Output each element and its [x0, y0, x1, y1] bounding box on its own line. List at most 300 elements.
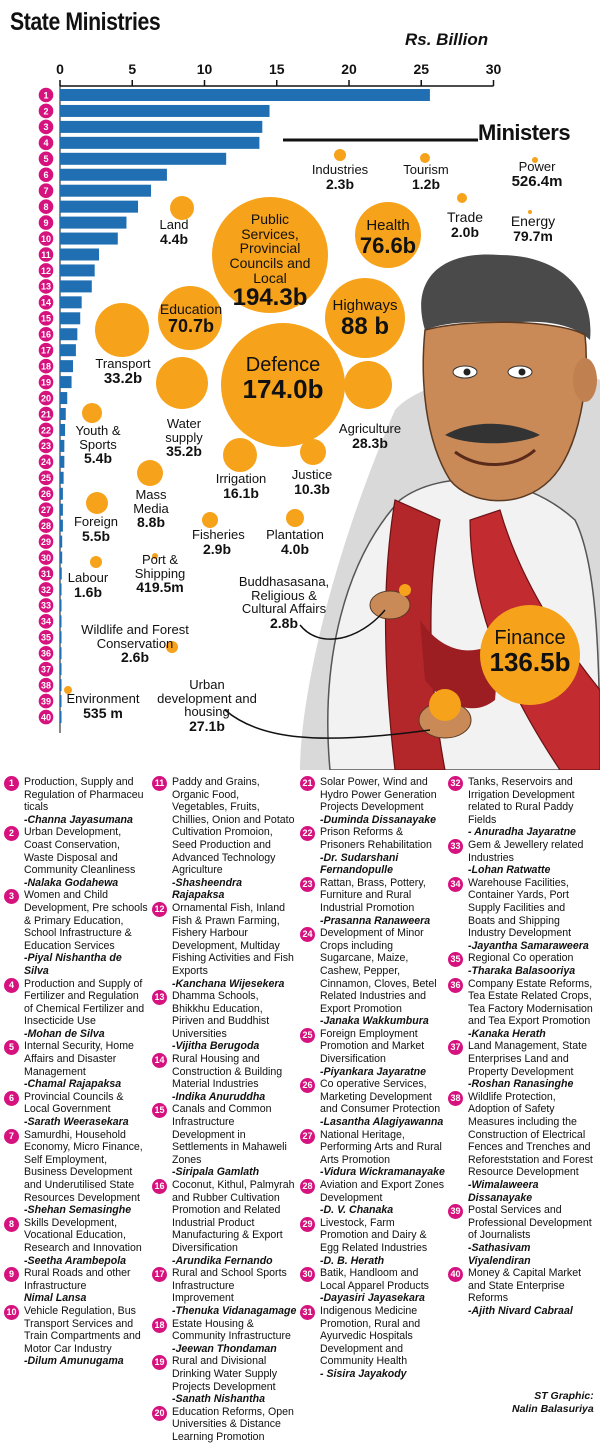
ministry-name: Rural Housing and Construction & Building Material Industries	[172, 1053, 283, 1091]
bar	[60, 568, 62, 580]
category-label: 17	[40, 345, 52, 356]
legend-number-badge: 38	[448, 1091, 463, 1106]
minister-name: -Seetha Arambepola	[24, 1254, 127, 1267]
minister-name: -Dr. Sudarshani Fernandopulle	[320, 851, 399, 877]
legend-item	[300, 1305, 445, 1381]
x-tick-label-5: 5	[128, 61, 137, 77]
bar	[60, 663, 62, 675]
bubble-name: Finance	[494, 627, 566, 649]
ministry-name: Development of Minor Crops including Sugarcane, Maize, Cashew, Pepper, Cinnamon, Cloves, Betel Related Industries and Export Promotion	[320, 927, 437, 1015]
legend-number-badge: 4	[4, 978, 19, 993]
category-label: 11	[41, 249, 51, 260]
ministry-name: Production, Supply and Regulation of Pharmaceu ticals	[24, 776, 144, 814]
ministry-name: Ornamental Fish, Inland Fish & Prawn Farming, Fishery Harbour Development, Multiday Fishing Activities and Fish Exports	[172, 901, 294, 977]
bar	[60, 488, 63, 500]
category-label: 33	[40, 600, 52, 611]
legend-item	[4, 1040, 149, 1090]
category-label: 21	[40, 409, 52, 420]
legend-number-badge: 8	[4, 1217, 19, 1232]
bubble-label	[211, 472, 271, 500]
category-label: 3	[43, 122, 49, 133]
bar	[60, 536, 62, 548]
minister-name: -D. B. Herath	[320, 1254, 385, 1267]
bubble-name: Urban development and housing	[157, 677, 257, 720]
minister-name: -Shehan Semasinghe	[24, 1204, 132, 1217]
bubble-circle	[137, 460, 163, 486]
legend-item	[152, 1103, 297, 1179]
legend-item	[300, 877, 445, 927]
category-label: 27	[40, 505, 52, 515]
legend-column-2	[152, 776, 297, 1443]
bubble-value: 28.3b	[352, 434, 388, 451]
bubble-label	[480, 628, 580, 676]
minister-name: -Duminda Dissanayake	[320, 813, 436, 826]
unit-label: Rs. Billion	[405, 30, 489, 49]
minister-name: -Siripala Gamlath	[172, 1166, 260, 1179]
legend-item	[4, 978, 149, 1041]
minister-name: -Jeewan Thondaman	[172, 1342, 277, 1355]
bubble-name: Highways	[332, 297, 398, 314]
legend-item	[4, 1129, 149, 1217]
minister-name: -Janaka Wakkumbura	[320, 1015, 429, 1028]
bar	[60, 264, 95, 276]
bubble-label	[152, 218, 196, 246]
bar	[60, 376, 72, 388]
ministry-name: Money & Capital Market and State Enterprise Reforms	[468, 1267, 582, 1305]
minister-name: -D. V. Chanaka	[320, 1204, 394, 1217]
minister-name: -Kanaka Herath	[468, 1027, 546, 1040]
category-label: 34	[40, 616, 52, 627]
legend-number-badge: 30	[300, 1267, 315, 1282]
legend-item	[4, 1217, 149, 1267]
graphic-credit	[512, 1390, 594, 1416]
legend-item	[300, 1179, 445, 1217]
minister-name: -Piyal Nishantha de Silva	[24, 952, 122, 977]
minister-name: -Thenuka Vidanagamage	[172, 1304, 297, 1317]
bubble-value: 526.4m	[511, 172, 563, 190]
legend-item	[152, 1318, 297, 1356]
legend-item	[448, 877, 593, 953]
legend-item	[448, 1040, 593, 1090]
bubble-value: 27.1b	[189, 717, 225, 734]
category-label: 25	[40, 473, 52, 484]
bubble-value: 70.7b	[167, 315, 215, 336]
legend-item	[448, 776, 593, 839]
x-tick-label-10: 10	[196, 61, 213, 77]
bar	[60, 201, 138, 213]
legend-number-badge: 2	[4, 826, 19, 841]
ministry-name: Livestock, Farm Promotion and Dairy & Egg Related Industries	[320, 1216, 428, 1254]
bubble-name: Labour	[67, 570, 109, 585]
bubble-value: 4.0b	[280, 540, 309, 557]
minister-name: -Shasheendra Rajapaksa	[172, 876, 243, 902]
ministry-name: National Heritage, Performing Arts and Rural Arts Promotion	[320, 1128, 442, 1166]
minister-name: -Jayantha Samaraweera	[468, 939, 589, 952]
ministry-name: Batik, Handloom and Local Apparel Products	[320, 1267, 429, 1292]
bar	[60, 583, 62, 595]
x-tick-label-30: 30	[485, 61, 502, 77]
bubble-label	[88, 357, 158, 386]
bubble-label	[75, 623, 195, 665]
minister-name: -Nalaka Godahewa	[24, 876, 119, 889]
ministry-name: Land Management, State Enterprises Land and Property Development	[468, 1040, 587, 1078]
bubble-label	[192, 527, 245, 557]
legend-number-badge: 24	[300, 927, 315, 942]
minister-name: -Tharaka Balasooriya	[468, 964, 576, 977]
category-label: 1	[43, 90, 49, 101]
category-label: 7	[43, 186, 49, 196]
bar	[60, 249, 99, 261]
bar	[60, 679, 62, 691]
bubble-value: 1.6b	[73, 583, 102, 600]
ministry-name: Rural Roads and other Infrastructure	[24, 1267, 131, 1292]
bubble-circle	[399, 584, 411, 596]
state-ministries-legend	[0, 776, 600, 1443]
bubble-value: 5.5b	[81, 527, 110, 544]
legend-item	[4, 1305, 149, 1368]
legend-item	[152, 990, 297, 1053]
bubble-circle	[344, 361, 392, 409]
minister-name: -Vijitha Berugoda	[172, 1040, 260, 1053]
ministry-name: Company Estate Reforms, Tea Estate Related Crops, Tea Factory Modernisation and Tea Export Promotion	[468, 977, 593, 1028]
bar	[60, 631, 62, 643]
bubble-value: 88 b	[340, 312, 390, 340]
ministers-heading: Ministers	[478, 120, 571, 145]
category-label: 30	[40, 552, 52, 563]
bubble-value: 136.5b	[489, 647, 571, 677]
legend-item	[448, 1204, 593, 1267]
ministry-name: Rural and School Sports Infrastructure Improvement	[172, 1267, 287, 1305]
bubble-value: 2.9b	[202, 540, 231, 557]
minister-name: -Indika Anuruddha	[172, 1090, 266, 1103]
bar	[60, 121, 262, 133]
bar	[60, 280, 92, 292]
bubble-value: 10.3b	[294, 480, 330, 497]
bubble-label	[505, 214, 561, 243]
bubble-label	[232, 575, 336, 631]
minister-name: -Vidura Wickramanayake	[320, 1166, 445, 1179]
ministry-name: Urban Development, Coast Conservation, Waste Disposal and Community Cleanliness	[24, 826, 136, 877]
legend-item	[152, 776, 297, 902]
category-label: 2	[43, 106, 49, 117]
bubble-value: 535 m	[83, 704, 123, 721]
bubble-circle	[95, 303, 149, 357]
category-label: 14	[40, 297, 52, 308]
bar	[60, 328, 77, 340]
credit-line-2: Nalin Balasuriya	[512, 1403, 594, 1415]
bubble-value: 2.8b	[269, 614, 298, 631]
category-label: 28	[40, 520, 52, 531]
bar	[60, 185, 151, 197]
bubble-value: 5.4b	[83, 450, 112, 467]
bubble-label	[157, 417, 211, 459]
legend-number-badge: 31	[300, 1305, 315, 1320]
category-label: 40	[40, 712, 52, 723]
bubble-circle	[90, 556, 102, 568]
minister-name: -Mohan de Silva	[24, 1027, 105, 1040]
bar	[60, 105, 270, 117]
legend-item	[4, 1091, 149, 1129]
bar	[60, 217, 126, 229]
legend-item	[300, 1028, 445, 1078]
bubble-label	[398, 163, 454, 191]
chart-title: State Ministries	[10, 8, 161, 36]
bubble-circle	[223, 438, 257, 472]
legend-number-badge: 5	[4, 1040, 19, 1055]
minister-name: -Lohan Ratwatte	[468, 864, 551, 877]
bubble-name: Education	[159, 301, 223, 317]
ministry-name: Wildlife Protection, Adoption of Safety Measures including the Construction of Electrical Fences and Trenches and Reforeststation and Forest Resource Development	[468, 1090, 593, 1179]
x-tick-label-0: 0	[56, 61, 64, 77]
bubble-value: 419.5m	[136, 579, 184, 596]
bar	[60, 408, 66, 420]
category-label: 9	[43, 217, 49, 228]
bubble-label	[72, 515, 120, 543]
legend-number-badge: 25	[300, 1028, 315, 1043]
bubble-label	[156, 302, 226, 336]
bubble-name: Buddhasasana, Religious & Cultural Affairs	[238, 574, 330, 617]
legend-item	[448, 839, 593, 877]
legend-item	[448, 1267, 593, 1317]
minister-name: -Dilum Amunugama	[24, 1355, 124, 1368]
legend-number-badge: 40	[448, 1267, 463, 1282]
bubble-value: 2.3b	[325, 175, 354, 192]
bar	[60, 647, 62, 659]
ministry-name: Warehouse Facilities, Container Yards, Port Supply Facilities and Boats and Shipping Industry Development	[468, 876, 572, 940]
ministry-name: Women and Child Development, Pre schools & Primary Education, School Infrastructure & Education Services	[24, 889, 148, 952]
bubble-circle	[457, 193, 467, 203]
minister-name: -Lasantha Alagiyawanna	[320, 1116, 444, 1129]
legend-number-badge: 22	[300, 826, 315, 841]
ministry-name: Rattan, Brass, Pottery, Furniture and Rural Industrial Promotion	[320, 876, 426, 914]
x-tick-label-20: 20	[341, 61, 357, 77]
ministry-name: Paddy and Grains, Organic Food, Vegetables, Fruits, Chillies, Onion and Potato Cultivation Promoion, Seed Production and Advanced Technology Agriculture	[172, 776, 295, 877]
bar	[60, 599, 62, 611]
bubble-label	[355, 218, 421, 257]
bubble-value: 194.3b	[232, 284, 308, 312]
legend-number-badge: 12	[152, 902, 167, 917]
category-label: 6	[43, 170, 49, 181]
category-label: 10	[40, 233, 52, 244]
bar	[60, 392, 67, 404]
legend-item	[152, 1053, 297, 1103]
bubble-label	[223, 355, 343, 403]
legend-number-badge: 28	[300, 1179, 315, 1194]
bubble-value: 16.1b	[223, 484, 259, 501]
legend-column-1	[4, 776, 149, 1368]
minister-name: -Sarath Weerasekara	[24, 1116, 129, 1129]
credit-line-1: ST Graphic:	[534, 1390, 594, 1402]
legend-number-badge: 6	[4, 1091, 19, 1106]
category-label: 31	[40, 568, 52, 579]
bar	[60, 440, 64, 452]
bubble-name: Plantation	[266, 527, 324, 542]
bubble-name: Land	[159, 217, 189, 232]
minister-name: - Anuradha Jayaratne	[468, 826, 576, 839]
category-label: 5	[43, 154, 49, 165]
bubble-label	[222, 212, 318, 311]
bar	[60, 520, 63, 532]
bubble-name: Water supply	[165, 416, 203, 445]
ministry-name: Coconut, Kithul, Palmyrah and Rubber Cultivation Promotion and Related Industrial Product Manufacturing & Export Diversification	[172, 1179, 295, 1254]
category-label: 35	[40, 632, 52, 643]
bubble-value: 174.0b	[242, 374, 324, 404]
bubble-circle	[300, 439, 326, 465]
bubble-value: 76.6b	[359, 232, 417, 258]
ministry-name: Vehicle Regulation, Bus Transport Services and Train Compartments and Motor Car Industry	[24, 1304, 141, 1355]
ministry-name: Postal Services and Professional Development of Journalists	[468, 1204, 592, 1242]
legend-item	[152, 1179, 297, 1267]
bubble-label	[325, 298, 405, 339]
bubble-name: Foreign	[73, 514, 119, 529]
minister-name: -Prasanna Ranaweera	[320, 914, 431, 927]
bar	[60, 137, 259, 149]
bar	[60, 615, 62, 627]
bar	[60, 360, 73, 372]
bar	[60, 472, 64, 484]
bubble-circle	[86, 492, 108, 514]
legend-number-badge: 9	[4, 1267, 19, 1282]
bar	[60, 233, 118, 245]
x-tick-label-15: 15	[268, 61, 285, 77]
bubble-name: Port & Shipping	[134, 552, 186, 581]
legend-number-badge: 33	[448, 839, 463, 854]
legend-number-badge: 35	[448, 952, 463, 967]
category-label: 19	[40, 377, 52, 388]
category-label: 36	[40, 648, 52, 659]
ministry-name: Canals and Common Infrastructure Development in Settlements in Mahaweli Zones	[172, 1103, 287, 1166]
bar	[60, 312, 80, 324]
bubble-label	[65, 571, 111, 599]
bubble-name: Justice	[291, 467, 333, 482]
bar	[60, 552, 62, 564]
legend-number-badge: 1	[4, 776, 19, 791]
minister-name: -Ajith Nivard Cabraal	[468, 1304, 573, 1317]
category-label: 15	[40, 313, 52, 324]
minister-name: -Wimalaweera Dissanayake	[468, 1179, 539, 1204]
ministry-name: Gem & Jewellery related Industries	[468, 838, 584, 864]
bubble-name: Transport	[95, 356, 151, 371]
legend-item	[300, 1129, 445, 1179]
minister-name: -Dayasiri Jayasekara	[320, 1292, 425, 1305]
legend-item	[448, 1091, 593, 1204]
bubble-label	[68, 424, 128, 466]
legend-item	[448, 978, 593, 1041]
legend-number-badge: 17	[152, 1267, 167, 1282]
bar	[60, 169, 167, 181]
legend-number-badge: 15	[152, 1103, 167, 1118]
legend-number-badge: 13	[152, 990, 167, 1005]
category-label: 38	[40, 680, 52, 691]
legend-number-badge: 20	[152, 1406, 167, 1421]
category-label: 26	[40, 489, 52, 500]
bubble-circle	[156, 357, 208, 409]
category-label: 20	[40, 393, 52, 404]
bubble-value: 1.2b	[411, 175, 440, 192]
ministry-name: Co operative Services, Marketing Development and Consumer Protection	[320, 1078, 441, 1116]
bubble-name: Youth & Sports	[75, 423, 121, 452]
legend-item	[152, 902, 297, 990]
legend-column-4	[448, 776, 593, 1318]
category-label: 22	[40, 425, 52, 436]
bubble-label	[130, 553, 190, 595]
bubble-circle	[82, 403, 102, 423]
legend-number-badge: 36	[448, 978, 463, 993]
bubble-name: Environment	[66, 691, 140, 706]
bubble-label	[263, 528, 327, 556]
bubble-name: Agriculture	[338, 421, 402, 436]
bubble-label	[130, 488, 172, 530]
category-label: 12	[40, 265, 52, 276]
bubble-name: Industries	[311, 162, 369, 177]
legend-column-3	[300, 776, 445, 1381]
legend-item	[4, 1267, 149, 1305]
bubble-value: 79.7m	[513, 227, 553, 244]
bubble-value: 4.4b	[159, 230, 188, 247]
bubble-name: Trade	[446, 209, 484, 225]
legend-item	[300, 776, 445, 826]
legend-number-badge: 32	[448, 776, 463, 791]
category-label: 23	[40, 441, 52, 452]
legend-item	[300, 927, 445, 1028]
ministry-name: Estate Housing & Community Infrastructure	[172, 1317, 291, 1343]
legend-number-badge: 29	[300, 1217, 315, 1232]
category-label: 29	[40, 536, 52, 547]
bubble-value: 33.2b	[103, 369, 143, 387]
legend-item	[4, 826, 149, 889]
legend-item	[4, 889, 149, 977]
bubble-name: Public Services, Provincial Councils and Local	[229, 211, 311, 286]
category-label: 13	[40, 281, 52, 292]
ministry-name: Solar Power, Wind and Hydro Power Generation Projects Development	[320, 776, 437, 814]
bubble-circle	[202, 512, 218, 528]
minister-name: -Chamal Rajapaksa	[24, 1078, 122, 1091]
bubble-circle	[429, 689, 461, 721]
legend-number-badge: 21	[300, 776, 315, 791]
ministry-name: Aviation and Export Zones Development	[320, 1179, 445, 1204]
ministry-name: Production and Supply of Fertilizer and Regulation of Chemical Fertilizer and Insecticide Use	[24, 977, 145, 1028]
legend-number-badge: 16	[152, 1179, 167, 1194]
legend-number-badge: 39	[448, 1204, 463, 1219]
legend-item	[4, 776, 149, 826]
bar	[60, 456, 64, 468]
bubble-name: Fisheries	[192, 527, 245, 542]
ministry-name: Rural and Divisional Drinking Water Supply Projects Development	[172, 1355, 277, 1393]
legend-number-badge: 34	[448, 877, 463, 892]
legend-number-badge: 14	[152, 1053, 167, 1068]
minister-name: -Piyankara Jayaratne	[320, 1065, 427, 1078]
ministry-name: Education Reforms, Open Universities & Distance Learning Promotion	[172, 1405, 294, 1443]
bubble-name: Irrigation	[215, 471, 267, 486]
legend-number-badge: 10	[4, 1305, 19, 1320]
ministry-name: Regional Co operation	[468, 952, 574, 965]
bar	[60, 424, 65, 436]
bubble-value: 8.8b	[136, 514, 165, 531]
bubble-label	[308, 163, 372, 191]
bubble-name: Power	[518, 159, 556, 174]
ministry-name: Indigenous Medicine Promotion, Rural and Ayurvedic Hospitals Development and Community Health	[320, 1304, 421, 1368]
ministry-name: Prison Reforms & Prisoners Rehabilitation	[320, 826, 432, 851]
bubble-value: 2.0b	[450, 223, 479, 240]
bubble-label	[155, 678, 259, 734]
legend-number-badge: 7	[4, 1129, 19, 1144]
legend-number-badge: 11	[152, 776, 167, 791]
legend-number-badge: 26	[300, 1078, 315, 1093]
category-label: 8	[43, 201, 49, 212]
legend-number-badge: 3	[4, 889, 19, 904]
ministry-name: Internal Security, Home Affairs and Disaster Management	[24, 1040, 134, 1078]
bubble-label	[60, 692, 146, 720]
